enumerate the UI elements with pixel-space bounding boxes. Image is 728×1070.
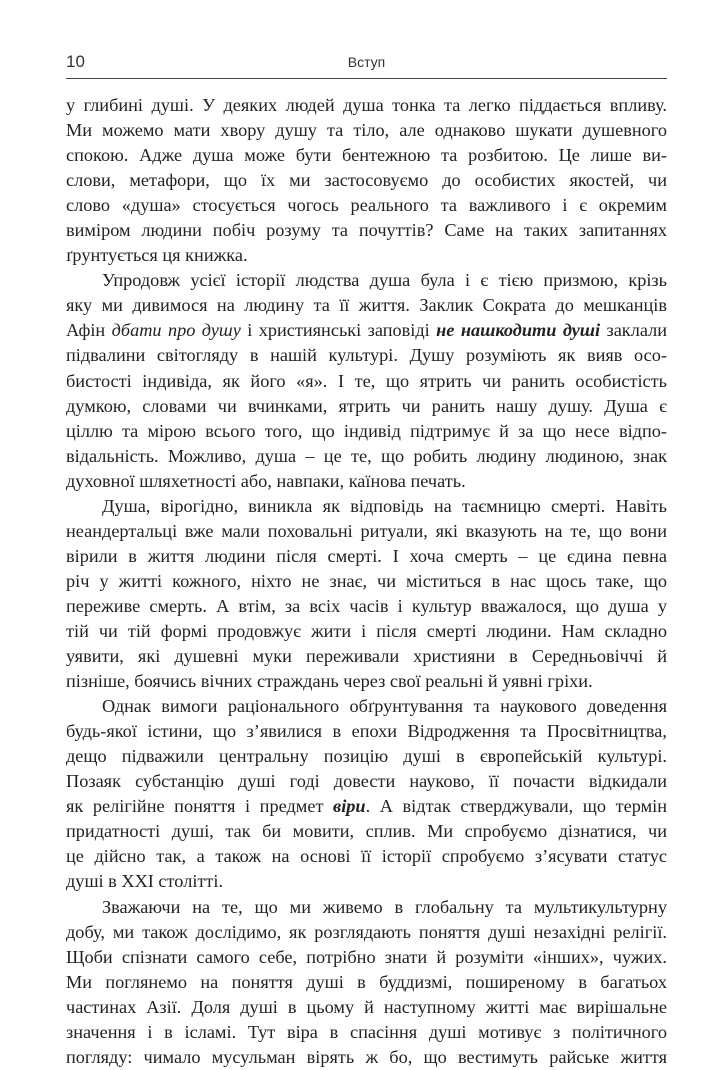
emphasis-ne-nashkodyty-dushi: не нашкодити душі <box>436 320 601 341</box>
text-line: добу, ми також дослідимо, як розглядають поняття душі незахідні релігії. <box>66 921 667 942</box>
text-line-with-emphasis <box>66 794 667 819</box>
text-line: думкою, словами чи вчинками, ятрить чи ранить нашу душу. Душа є <box>66 395 667 416</box>
body-text <box>66 93 667 1070</box>
text-line: Щоби спізнати самого себе, потрібно знати й розуміти «інших», чужих. <box>66 946 667 967</box>
text-line: підвалини світогляду в нашій культурі. Душу розуміють як вияв осо- <box>66 345 667 366</box>
text-line: Ми поглянемо на поняття душі в буддизмі, поширеному в багатьох <box>66 971 667 992</box>
text-line: вірили в життя людини після смерті. І хоча смерть – це єдина певна <box>66 545 667 566</box>
text-line: спокою. Адже душа може бути бентежною та розбитою. Це лише ви- <box>66 145 667 166</box>
text-run: . А відтак стверджували, що термін <box>365 796 667 817</box>
paragraph-4 <box>66 694 667 894</box>
text-line: Позаяк субстанцію душі годі довести науково, її почасти відкидали <box>66 771 667 792</box>
text-line: пізніше, боячись вічних страждань через свої реальні й уявні гріхи. <box>66 671 593 692</box>
text-line: дещо підважили центральну позицію душі в європейській культурі. <box>66 746 667 767</box>
text-line: будь-якої істини, що з’явилися в епохи Відродження та Просвітництва, <box>66 721 667 742</box>
text-line: Душа, вірогідно, виникла як відповідь на таємницю смерті. Навіть <box>102 495 667 516</box>
paragraph-5 <box>66 895 667 1070</box>
text-line: відальність. Можливо, душа – це те, що робить людину людиною, знак <box>66 445 667 466</box>
text-line: у глибині душі. У деяких людей душа тонка та легко піддається впливу. <box>66 95 667 115</box>
text-line: тій чи тій формі продовжує жити і після смерті людини. Нам складно <box>66 620 667 641</box>
text-line: яку ми дивимося на людину та її життя. Заклик Сократа до мешканців <box>66 295 667 316</box>
page-number: 10 <box>66 52 85 71</box>
text-line: це дійсно так, а також на основі її історії спробуємо з’ясувати статус <box>66 846 667 867</box>
text-line: Однак вимоги раціонального обґрунтування та наукового доведення <box>102 696 667 717</box>
text-line: Упродовж усієї історії людства душа була і є тією призмою, крізь <box>102 270 667 291</box>
text-line: частинах Азії. Доля душі в цьому й наступному житті має вирішальне <box>66 996 667 1017</box>
emphasis-dbaty-pro-dushu: дбати про душу <box>111 320 241 341</box>
text-line: переживе смерть. А втім, за всіх часів і культур вважалося, що душа у <box>66 595 667 616</box>
text-run: Афін <box>66 320 112 341</box>
text-line: Ми можемо мати хвору душу та тіло, але однаково шукати душевного <box>66 120 667 141</box>
running-title: Вступ <box>347 54 386 70</box>
paragraph-1 <box>66 93 667 268</box>
text-run: і християнські заповіді <box>240 320 437 341</box>
text-line: неандертальці вже мали поховальні ритуали, які вказують на те, що вони <box>66 520 667 541</box>
text-line: ґрунтується ця книжка. <box>66 245 248 266</box>
text-line: значення і в ісламі. Тут віра в спасіння душі мотивує з політичного <box>66 1021 667 1042</box>
paragraph-2 <box>66 268 667 493</box>
text-line: придатності душі, так би мовити, сплив. Ми спробуємо дізнатися, чи <box>66 821 667 842</box>
text-line: річ у житті кожного, ніхто не знає, чи міститься в нас щось таке, що <box>66 570 667 591</box>
text-line: бистості індивіда, як його «я». І те, що ятрить чи ранить особистість <box>66 370 667 391</box>
emphasis-viry: віри <box>333 796 366 817</box>
text-line: погляду: чимало мусульман вірять ж бо, що вестимуть райське життя <box>66 1046 667 1067</box>
paragraph-3 <box>66 494 667 694</box>
text-line-with-emphasis <box>66 318 667 343</box>
text-line: душі в XXI столітті. <box>66 871 224 892</box>
text-run: заклали <box>600 320 667 341</box>
page-header <box>66 50 667 79</box>
text-line: Зважаючи на те, що ми живемо в глобальну та мультикультурну <box>102 896 667 917</box>
text-line: виміром людини побіч розуму та почуттів? Саме на таких запитаннях <box>66 220 667 241</box>
text-line: слови, метафори, що їх ми застосовуємо до особистих якостей, чи <box>66 170 667 191</box>
text-line: уявити, які душевні муки переживали християни в Середньовіччі й <box>66 646 667 667</box>
text-line: ціллю та мірою всього того, що індивід підтримує й за що несе відпо- <box>66 420 667 441</box>
text-line: слово «душа» стосується чогось реального та важливого і є окремим <box>66 195 667 216</box>
text-run: як релігійне поняття і предмет <box>66 796 334 817</box>
text-line: духовної шляхетності або, навпаки, каїнова печать. <box>66 470 466 491</box>
